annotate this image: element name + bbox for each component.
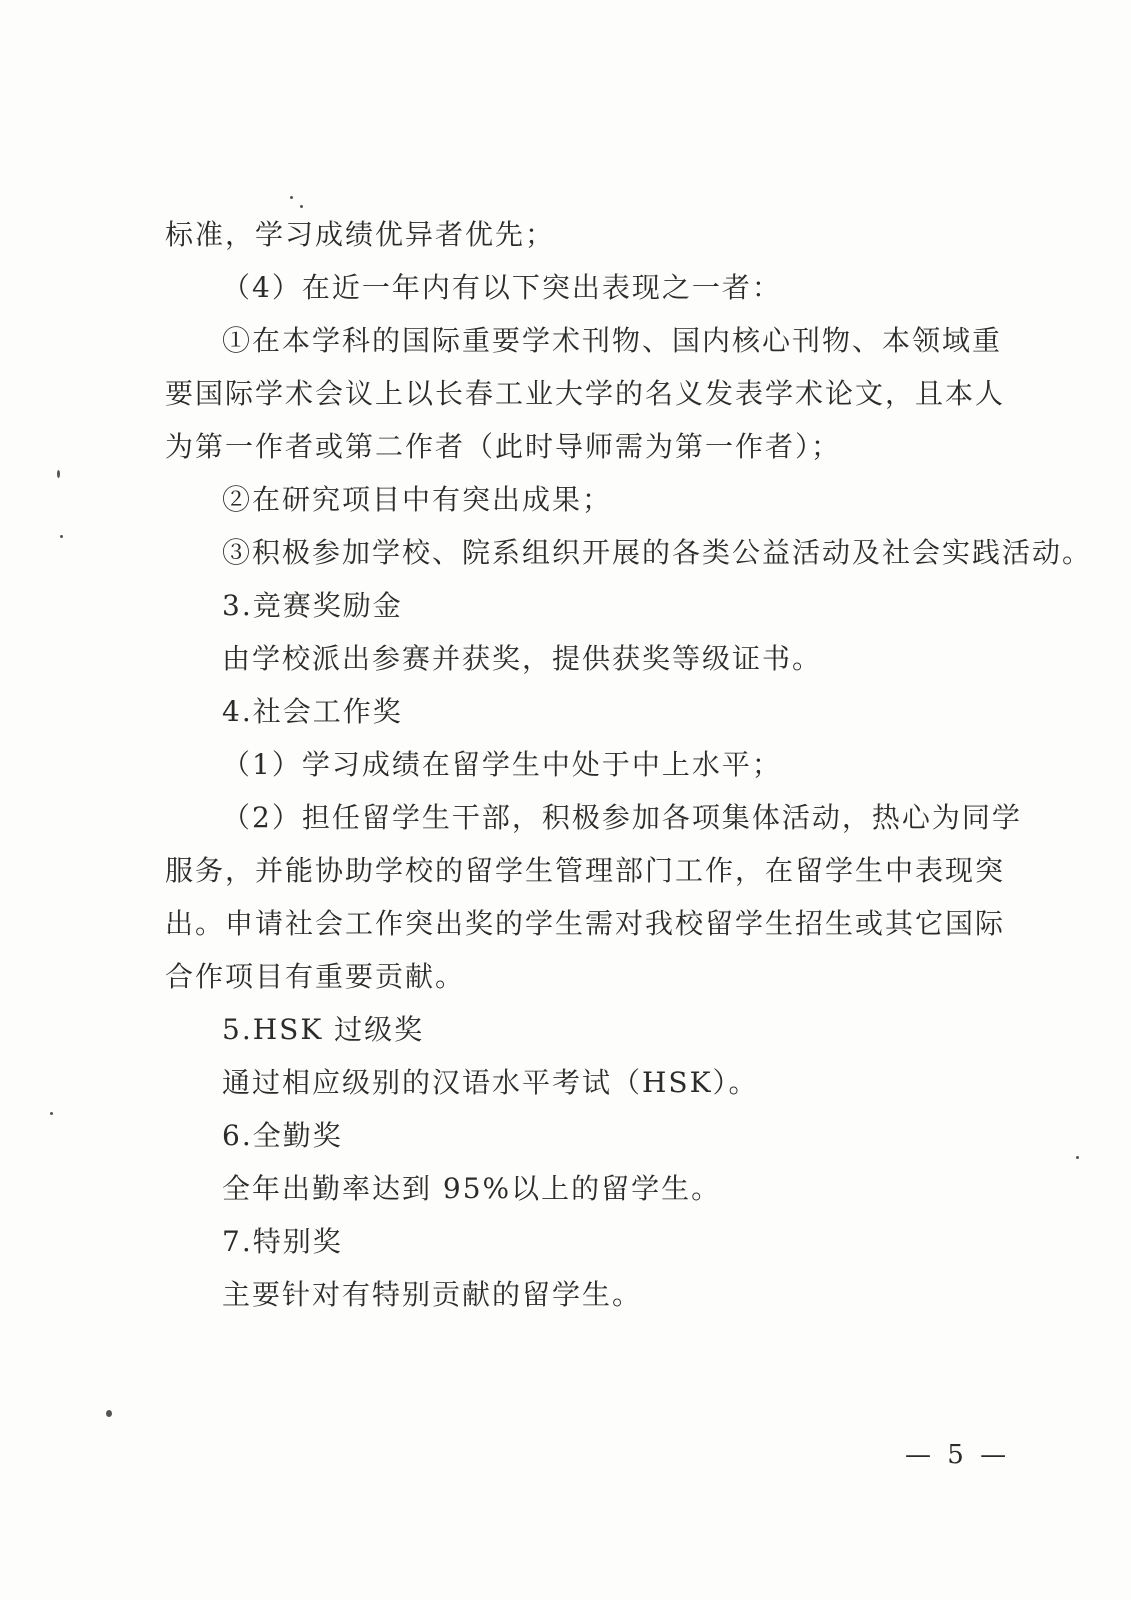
text-line: 通过相应级别的汉语水平考试（HSK）。 <box>222 1066 759 1099</box>
text-line: 4.社会工作奖 <box>222 695 403 728</box>
text-line: （1）学习成绩在留学生中处于中上水平； <box>222 748 782 781</box>
text-line: ①在本学科的国际重要学术刊物、国内核心刊物、本领域重 <box>222 324 1003 357</box>
scan-speck <box>57 470 60 478</box>
text-line: 由学校派出参赛并获奖，提供获奖等级证书。 <box>222 642 823 675</box>
scan-speck <box>290 196 293 199</box>
body-text <box>165 208 1093 1321</box>
text-line: 要国际学术会议上以长春工业大学的名义发表学术论文，且本人 <box>165 377 1006 410</box>
text-line: ②在研究项目中有突出成果； <box>222 483 613 516</box>
scan-speck <box>1076 1156 1079 1159</box>
text-line: 服务，并能协助学校的留学生管理部门工作，在留学生中表现突 <box>165 854 1006 887</box>
scan-speck <box>106 1410 112 1417</box>
text-line: 6.全勤奖 <box>222 1119 343 1152</box>
text-line: 7.特别奖 <box>222 1225 343 1258</box>
page-number: — 5 — <box>905 1440 1011 1470</box>
text-line: 标准，学习成绩优异者优先； <box>165 218 556 251</box>
text-line: 5.HSK 过级奖 <box>222 1013 425 1046</box>
text-line: 全年出勤率达到 95%以上的留学生。 <box>222 1172 722 1205</box>
text-line: 合作项目有重要贡献。 <box>165 960 466 993</box>
text-line: ③积极参加学校、院系组织开展的各类公益活动及社会实践活动。 <box>222 536 1093 569</box>
text-line: 3.竞赛奖励金 <box>222 589 403 622</box>
text-line: （4）在近一年内有以下突出表现之一者： <box>222 271 782 304</box>
text-line: 出。申请社会工作突出奖的学生需对我校留学生招生或其它国际 <box>165 907 1006 940</box>
scan-speck <box>300 205 303 208</box>
text-line: 为第一作者或第二作者（此时导师需为第一作者）； <box>165 430 842 463</box>
scan-speck <box>60 535 63 538</box>
text-line: （2）担任留学生干部，积极参加各项集体活动，热心为同学 <box>222 801 1022 834</box>
scan-speck <box>50 1112 53 1115</box>
text-line: 主要针对有特别贡献的留学生。 <box>222 1278 643 1311</box>
